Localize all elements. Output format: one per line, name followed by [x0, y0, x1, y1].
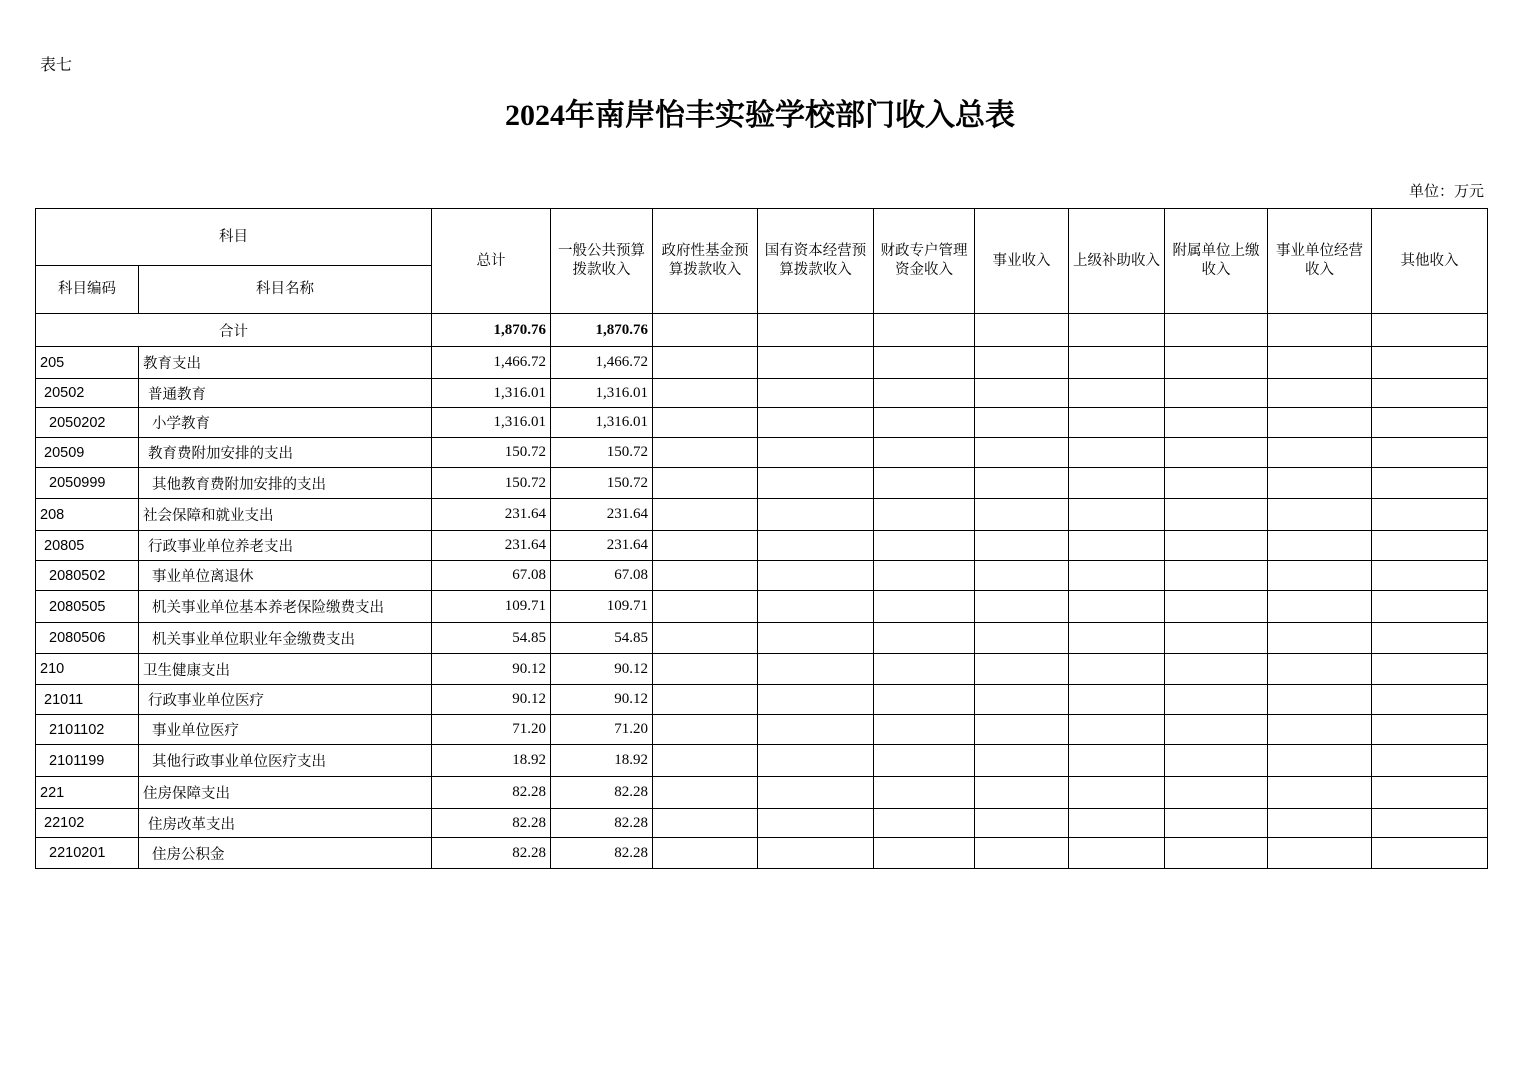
empty-cell	[758, 438, 874, 468]
empty-cell	[975, 379, 1069, 408]
empty-cell	[1268, 591, 1372, 623]
empty-cell	[1069, 379, 1165, 408]
table-row	[36, 809, 1488, 838]
subject-code-cell: 20805	[36, 531, 139, 561]
subject-name-cell: 住房改革支出	[139, 809, 432, 838]
empty-cell	[1165, 499, 1268, 531]
header-total: 总计	[432, 209, 551, 314]
empty-cell	[758, 809, 874, 838]
subject-name-cell: 其他教育费附加安排的支出	[139, 468, 432, 499]
table-row	[36, 468, 1488, 499]
empty-cell	[758, 685, 874, 715]
empty-cell	[1165, 838, 1268, 869]
empty-cell	[1165, 379, 1268, 408]
general-budget-cell: 150.72	[551, 468, 653, 499]
subject-name-cell: 教育支出	[139, 347, 432, 379]
total-cell: 67.08	[432, 561, 551, 591]
total-cell: 1,316.01	[432, 379, 551, 408]
subject-name-cell: 事业单位医疗	[139, 715, 432, 745]
empty-cell	[1165, 654, 1268, 685]
empty-cell	[1165, 561, 1268, 591]
empty-cell	[874, 379, 975, 408]
subject-code-cell: 2050999	[36, 468, 139, 499]
table-row	[36, 591, 1488, 623]
empty-cell	[874, 408, 975, 438]
total-cell: 150.72	[432, 468, 551, 499]
empty-cell	[653, 438, 758, 468]
empty-cell	[758, 468, 874, 499]
empty-cell	[975, 654, 1069, 685]
empty-cell	[1372, 654, 1488, 685]
header-business-income: 事业收入	[975, 209, 1069, 314]
empty-cell	[874, 654, 975, 685]
empty-cell	[758, 591, 874, 623]
subject-code-cell: 2101199	[36, 745, 139, 777]
empty-cell	[1069, 745, 1165, 777]
sheet-label: 表七	[40, 55, 73, 74]
empty-cell	[653, 654, 758, 685]
subject-code-cell: 2101102	[36, 715, 139, 745]
empty-cell	[1069, 561, 1165, 591]
subject-code-cell: 20502	[36, 379, 139, 408]
empty-cell	[975, 499, 1069, 531]
income-summary-table	[35, 208, 1488, 869]
total-row	[36, 314, 1488, 347]
general-budget-cell: 231.64	[551, 531, 653, 561]
empty-cell	[874, 838, 975, 869]
empty-cell	[1268, 561, 1372, 591]
empty-cell	[1069, 685, 1165, 715]
header-gov-fund: 政府性基金预算拨款收入	[653, 209, 758, 314]
empty-cell	[1372, 468, 1488, 499]
subject-name-cell: 住房公积金	[139, 838, 432, 869]
subject-code-cell: 2050202	[36, 408, 139, 438]
empty-cell	[874, 531, 975, 561]
empty-cell	[1069, 468, 1165, 499]
subject-name-cell: 教育费附加安排的支出	[139, 438, 432, 468]
subject-code-cell: 2210201	[36, 838, 139, 869]
subject-code-cell: 2080506	[36, 623, 139, 654]
empty-cell	[975, 561, 1069, 591]
empty-cell	[653, 531, 758, 561]
empty-cell	[1069, 623, 1165, 654]
subject-name-cell: 社会保障和就业支出	[139, 499, 432, 531]
subject-name-cell: 机关事业单位基本养老保险缴费支出	[139, 591, 432, 623]
table-row	[36, 347, 1488, 379]
subject-code-cell: 2080505	[36, 591, 139, 623]
total-cell: 231.64	[432, 499, 551, 531]
general-budget-cell: 82.28	[551, 809, 653, 838]
empty-cell	[975, 809, 1069, 838]
empty-cell	[1372, 809, 1488, 838]
header-superior-subsidy: 上级补助收入	[1069, 209, 1165, 314]
empty-cell	[874, 347, 975, 379]
total-cell: 90.12	[432, 685, 551, 715]
empty-cell	[1372, 838, 1488, 869]
subject-code-cell: 221	[36, 777, 139, 809]
empty-cell	[1069, 809, 1165, 838]
empty-cell	[653, 777, 758, 809]
total-cell: 71.20	[432, 715, 551, 745]
empty-cell	[874, 438, 975, 468]
general-budget-cell: 231.64	[551, 499, 653, 531]
subject-code-cell: 2080502	[36, 561, 139, 591]
empty-cell	[1165, 591, 1268, 623]
empty-cell	[1372, 715, 1488, 745]
subject-name-cell: 住房保障支出	[139, 777, 432, 809]
empty-cell	[874, 561, 975, 591]
empty-cell	[653, 347, 758, 379]
header-general-budget: 一般公共预算拨款收入	[551, 209, 653, 314]
total-cell: 1,316.01	[432, 408, 551, 438]
total-cell: 82.28	[432, 838, 551, 869]
header-subject-name: 科目名称	[139, 266, 432, 314]
empty-cell	[1069, 654, 1165, 685]
table-row	[36, 685, 1488, 715]
empty-cell	[1165, 408, 1268, 438]
table-row	[36, 777, 1488, 809]
table-row	[36, 715, 1488, 745]
total-cell: 109.71	[432, 591, 551, 623]
general-budget-cell: 67.08	[551, 561, 653, 591]
subject-name-cell: 事业单位离退休	[139, 561, 432, 591]
general-budget-cell: 82.28	[551, 838, 653, 869]
empty-cell	[874, 745, 975, 777]
empty-cell	[1268, 468, 1372, 499]
subject-code-cell: 21011	[36, 685, 139, 715]
empty-cell	[874, 591, 975, 623]
empty-cell	[1268, 408, 1372, 438]
empty-cell	[1165, 623, 1268, 654]
empty-cell	[1165, 685, 1268, 715]
empty-cell	[758, 531, 874, 561]
subject-name-cell: 机关事业单位职业年金缴费支出	[139, 623, 432, 654]
subject-name-cell: 普通教育	[139, 379, 432, 408]
header-state-capital: 国有资本经营预算拨款收入	[758, 209, 874, 314]
header-business-operation: 事业单位经营收入	[1268, 209, 1372, 314]
page-title: 2024年南岸怡丰实验学校部门收入总表	[505, 99, 1015, 132]
subject-code-cell: 205	[36, 347, 139, 379]
empty-cell	[1372, 591, 1488, 623]
empty-cell	[1165, 531, 1268, 561]
table-row	[36, 379, 1488, 408]
table-row	[36, 499, 1488, 531]
empty-cell	[1268, 438, 1372, 468]
header-subject: 科目	[36, 209, 432, 266]
empty-cell	[874, 468, 975, 499]
empty-cell	[874, 623, 975, 654]
table-row	[36, 838, 1488, 869]
empty-cell	[758, 745, 874, 777]
empty-cell	[653, 715, 758, 745]
subject-code-cell: 210	[36, 654, 139, 685]
empty-cell	[874, 777, 975, 809]
empty-cell	[975, 777, 1069, 809]
empty-cell	[1372, 777, 1488, 809]
empty-cell	[1268, 623, 1372, 654]
empty-cell	[1069, 591, 1165, 623]
general-budget-cell: 1,466.72	[551, 347, 653, 379]
empty-cell	[1372, 408, 1488, 438]
total-cell: 18.92	[432, 745, 551, 777]
empty-cell	[1069, 438, 1165, 468]
empty-cell	[758, 623, 874, 654]
empty-cell	[1069, 531, 1165, 561]
empty-cell	[1268, 685, 1372, 715]
empty-cell	[1165, 809, 1268, 838]
empty-cell	[874, 499, 975, 531]
empty-cell	[874, 685, 975, 715]
subject-code-cell: 22102	[36, 809, 139, 838]
empty-cell	[653, 623, 758, 654]
empty-cell	[975, 347, 1069, 379]
empty-cell	[1069, 408, 1165, 438]
empty-cell	[975, 745, 1069, 777]
empty-cell	[653, 408, 758, 438]
subject-name-cell: 其他行政事业单位医疗支出	[139, 745, 432, 777]
empty-cell	[653, 561, 758, 591]
empty-cell	[1069, 499, 1165, 531]
empty-cell	[1372, 745, 1488, 777]
empty-cell	[1165, 745, 1268, 777]
empty-cell	[653, 468, 758, 499]
empty-cell	[653, 591, 758, 623]
empty-cell	[758, 654, 874, 685]
general-budget-cell: 90.12	[551, 654, 653, 685]
empty-cell	[975, 838, 1069, 869]
header-fiscal-special: 财政专户管理资金收入	[874, 209, 975, 314]
empty-cell	[874, 715, 975, 745]
general-budget-cell: 150.72	[551, 438, 653, 468]
general-budget-cell: 109.71	[551, 591, 653, 623]
total-cell: 150.72	[432, 438, 551, 468]
empty-cell	[758, 408, 874, 438]
subject-code-cell: 208	[36, 499, 139, 531]
empty-cell	[1165, 468, 1268, 499]
general-budget-cell: 1,316.01	[551, 408, 653, 438]
total-cell: 231.64	[432, 531, 551, 561]
empty-cell	[975, 623, 1069, 654]
total-cell: 82.28	[432, 777, 551, 809]
empty-cell	[1372, 438, 1488, 468]
empty-cell	[653, 379, 758, 408]
empty-cell	[975, 591, 1069, 623]
empty-cell	[1165, 347, 1268, 379]
empty-cell	[653, 838, 758, 869]
total-cell: 1,466.72	[432, 347, 551, 379]
empty-cell	[1268, 745, 1372, 777]
table-row	[36, 745, 1488, 777]
empty-cell	[1268, 777, 1372, 809]
subject-name-cell: 行政事业单位养老支出	[139, 531, 432, 561]
table-row	[36, 438, 1488, 468]
empty-cell	[1165, 438, 1268, 468]
empty-cell	[1268, 838, 1372, 869]
empty-cell	[1372, 499, 1488, 531]
total-label: 合计	[36, 314, 432, 347]
table-row	[36, 531, 1488, 561]
empty-cell	[653, 499, 758, 531]
empty-cell	[1268, 809, 1372, 838]
unit-label: 单位：万元	[1408, 182, 1484, 200]
table-row	[36, 561, 1488, 591]
empty-cell	[1268, 499, 1372, 531]
empty-cell	[1268, 531, 1372, 561]
empty-cell	[1372, 379, 1488, 408]
empty-cell	[1372, 347, 1488, 379]
general-budget-cell: 1,870.76	[551, 314, 653, 347]
header-other-income: 其他收入	[1372, 209, 1488, 314]
header-affiliated-payment: 附属单位上缴收入	[1165, 209, 1268, 314]
general-budget-cell: 90.12	[551, 685, 653, 715]
empty-cell	[653, 745, 758, 777]
empty-cell	[653, 809, 758, 838]
subject-name-cell: 小学教育	[139, 408, 432, 438]
total-cell: 1,870.76	[432, 314, 551, 347]
empty-cell	[1268, 654, 1372, 685]
empty-cell	[758, 499, 874, 531]
empty-cell	[758, 838, 874, 869]
general-budget-cell: 71.20	[551, 715, 653, 745]
empty-cell	[758, 777, 874, 809]
empty-cell	[1165, 715, 1268, 745]
empty-cell	[1069, 777, 1165, 809]
table-row	[36, 623, 1488, 654]
empty-cell	[1372, 561, 1488, 591]
empty-cell	[975, 531, 1069, 561]
empty-cell	[1268, 715, 1372, 745]
general-budget-cell: 18.92	[551, 745, 653, 777]
general-budget-cell: 1,316.01	[551, 379, 653, 408]
empty-cell	[975, 685, 1069, 715]
empty-cell	[975, 468, 1069, 499]
header-subject-code: 科目编码	[36, 266, 139, 314]
empty-cell	[758, 715, 874, 745]
empty-cell	[874, 809, 975, 838]
empty-cell	[653, 685, 758, 715]
general-budget-cell: 54.85	[551, 623, 653, 654]
subject-name-cell: 卫生健康支出	[139, 654, 432, 685]
empty-cell	[975, 715, 1069, 745]
empty-cell	[1372, 623, 1488, 654]
total-cell: 54.85	[432, 623, 551, 654]
empty-cell	[1268, 379, 1372, 408]
empty-cell	[758, 561, 874, 591]
empty-cell	[1372, 685, 1488, 715]
empty-cell	[1372, 531, 1488, 561]
general-budget-cell: 82.28	[551, 777, 653, 809]
empty-cell	[1069, 347, 1165, 379]
empty-cell	[1069, 715, 1165, 745]
empty-cell	[975, 408, 1069, 438]
empty-cell	[975, 438, 1069, 468]
empty-cell	[1069, 838, 1165, 869]
table-row	[36, 408, 1488, 438]
empty-cell	[758, 347, 874, 379]
total-cell: 90.12	[432, 654, 551, 685]
subject-name-cell: 行政事业单位医疗	[139, 685, 432, 715]
empty-cell	[1165, 777, 1268, 809]
total-cell: 82.28	[432, 809, 551, 838]
subject-code-cell: 20509	[36, 438, 139, 468]
empty-cell	[1268, 347, 1372, 379]
table-row	[36, 654, 1488, 685]
empty-cell	[758, 379, 874, 408]
